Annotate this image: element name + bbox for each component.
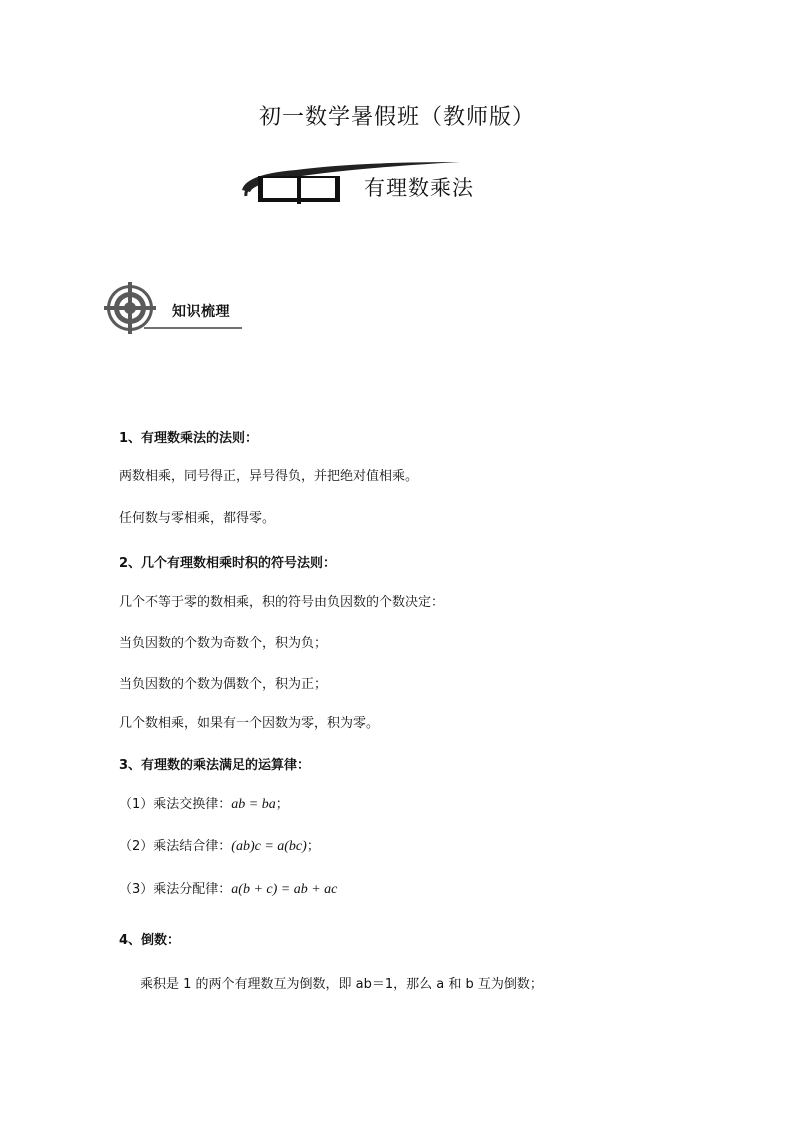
law-label: （3）乘法分配律： [119, 882, 232, 897]
rule-heading-3: 3、有理数的乘法满足的运算律： [119, 758, 311, 773]
rule-heading-4: 4、倒数： [119, 933, 181, 948]
law-row-1 [119, 793, 289, 813]
law-formula: ab = ba [231, 797, 276, 812]
rule-text-2: 任何数与零相乘，都得零。 [119, 511, 276, 526]
reciprocal-text: 乘积是 1 的两个有理数互为倒数，即 ab＝1，那么 a 和 b 互为倒数； [140, 977, 543, 992]
law-row-3 [119, 878, 337, 898]
law-tail: ； [306, 839, 320, 854]
law-label: （1）乘法交换律： [119, 797, 232, 812]
law-row-2 [119, 835, 320, 855]
law-formula: a(b + c) = ab + ac [231, 882, 338, 897]
rule-text-4: 当负因数的个数为奇数个，积为负； [119, 636, 328, 651]
law-tail: ； [275, 797, 289, 812]
target-icon [104, 282, 156, 334]
rule-text-1: 两数相乘，同号得正，异号得负，并把绝对值相乘。 [119, 469, 419, 484]
rule-text-3: 几个不等于零的数相乘，积的符号由负因数的个数决定： [119, 595, 445, 610]
rule-text-5: 当负因数的个数为偶数个，积为正； [119, 677, 328, 692]
law-formula: (ab)c = a(bc) [231, 839, 307, 854]
chapter-title: 有理数乘法 [364, 176, 474, 200]
section-label: 知识梳理 [172, 304, 230, 320]
document-title: 初一数学暑假班（教师版） [258, 105, 535, 130]
rule-heading-2: 2、几个有理数相乘时积的符号法则： [119, 556, 337, 571]
rule-text-6: 几个数相乘，如果有一个因数为零，积为零。 [119, 716, 380, 731]
rule-heading-1: 1、有理数乘法的法则： [119, 431, 259, 446]
law-label: （2）乘法结合律： [119, 839, 232, 854]
